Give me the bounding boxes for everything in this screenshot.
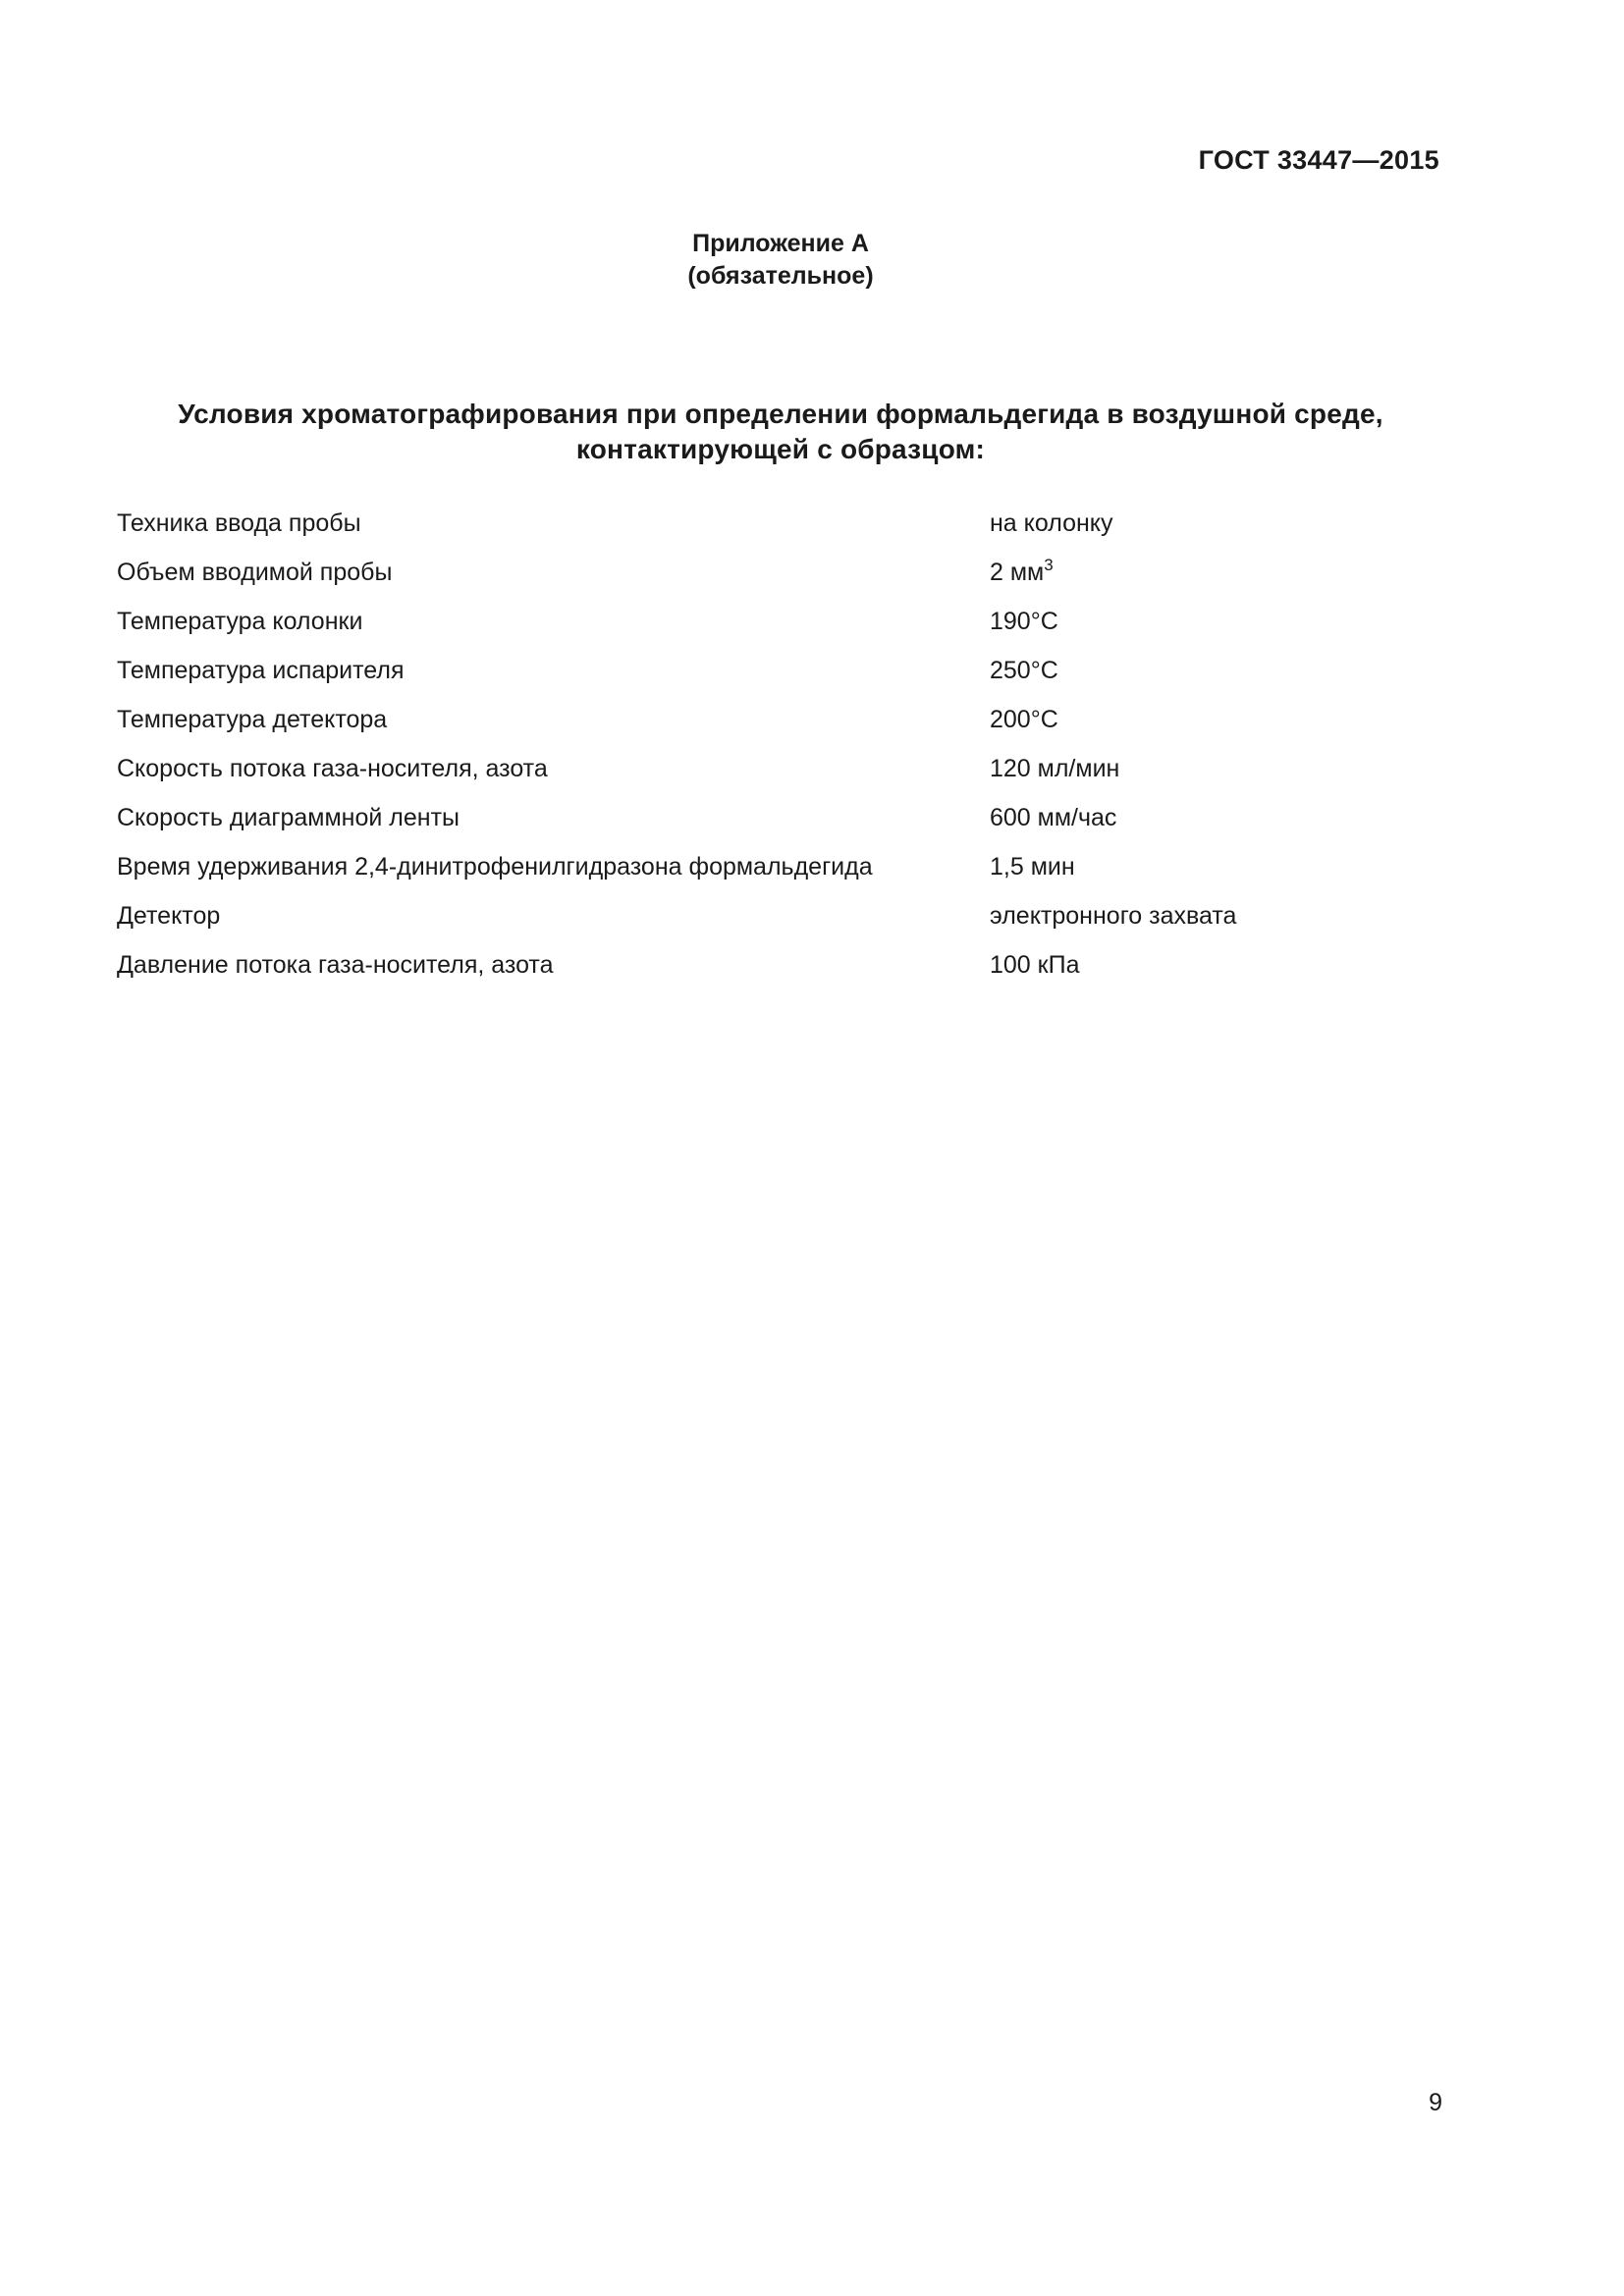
parameter-name: Скорость диаграммной ленты <box>117 804 460 831</box>
parameter-value: 1,5 мин <box>990 853 1075 881</box>
parameter-row <box>117 801 1344 850</box>
parameter-value: 250°С <box>990 657 1058 684</box>
parameter-value-superscript: 3 <box>1044 555 1054 574</box>
parameter-row <box>117 654 1344 703</box>
parameter-name: Время удерживания 2,4-динитрофенилгидразона формальдегида <box>117 853 873 881</box>
parameter-row <box>117 556 1344 605</box>
section-title <box>0 397 1561 467</box>
parameter-name: Скорость потока газа-носителя, азота <box>117 755 548 782</box>
parameter-value: 100 кПа <box>990 951 1080 979</box>
parameter-value: 190°С <box>990 608 1058 635</box>
standard-identifier: ГОСТ 33447—2015 <box>1198 145 1439 175</box>
page-number: 9 <box>1429 2089 1442 2116</box>
parameter-row <box>117 948 1344 997</box>
parameter-value: 120 мл/мин <box>990 755 1120 782</box>
parameter-value-text: 2 мм <box>990 559 1045 586</box>
appendix-heading <box>0 228 1561 293</box>
parameter-value: на колонку <box>990 509 1113 537</box>
parameter-name: Детектор <box>117 902 221 930</box>
parameter-value: 600 мм/час <box>990 804 1117 831</box>
section-title-line-2: контактирующей с образцом: <box>575 434 986 464</box>
parameter-row <box>117 899 1344 948</box>
parameter-row <box>117 507 1344 556</box>
parameter-value: электронного захвата <box>990 902 1237 930</box>
parameter-name: Объем вводимой пробы <box>117 559 393 586</box>
parameter-name: Давление потока газа-носителя, азота <box>117 951 554 979</box>
parameter-row <box>117 605 1344 654</box>
parameter-name: Температура испарителя <box>117 657 405 684</box>
parameter-name: Температура детектора <box>117 706 388 733</box>
parameter-row <box>117 703 1344 752</box>
appendix-status: (обязательное) <box>687 262 874 290</box>
section-title-line-1: Условия хроматографирования при определении формальдегида в воздушной среде, <box>178 399 1383 429</box>
appendix-title: Приложение А <box>692 230 869 257</box>
parameter-row <box>117 850 1344 899</box>
parameter-name: Техника ввода пробы <box>117 509 361 537</box>
parameter-value: 200°С <box>990 706 1058 733</box>
parameter-value <box>990 556 1054 589</box>
parameter-row <box>117 752 1344 801</box>
chromatography-parameters-list <box>117 507 1344 997</box>
parameter-name: Температура колонки <box>117 608 363 635</box>
